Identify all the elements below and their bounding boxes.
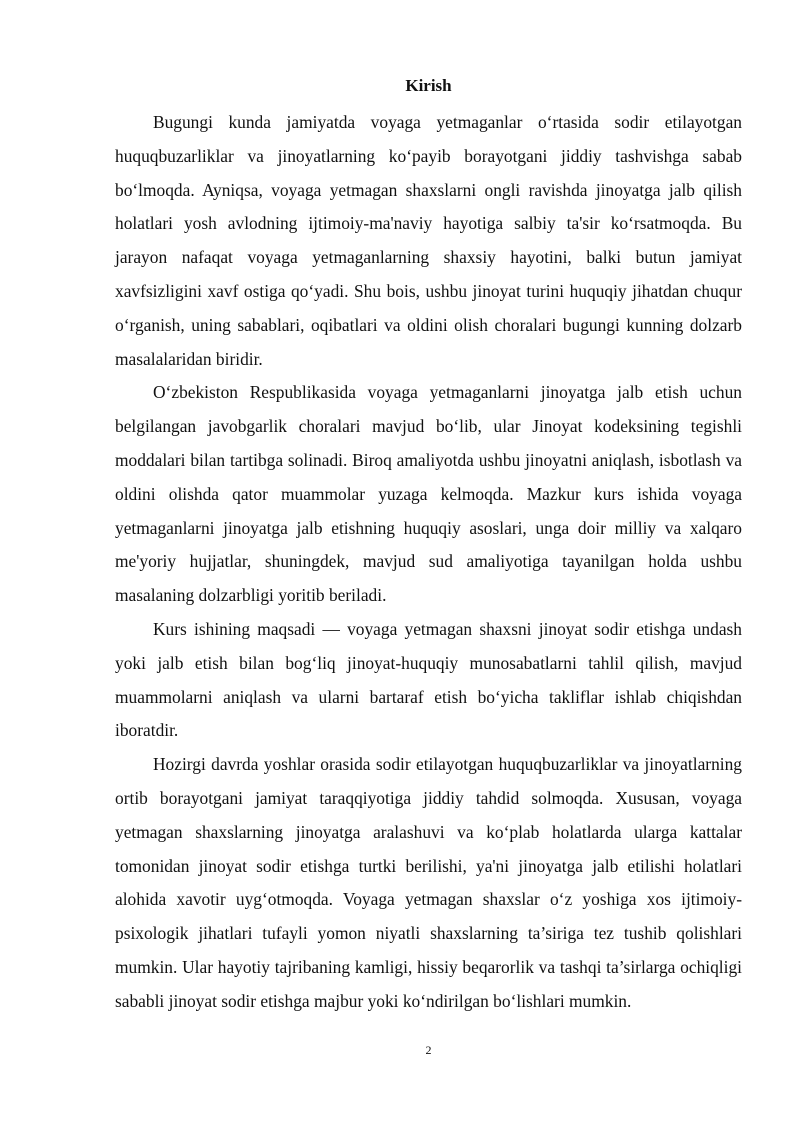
paragraph: Kurs ishining maqsadi — voyaga yetmagan shaxsni jinoyat sodir etishga undash yoki jalb etish bilan bog‘liq jinoyat-huquqiy munosabatlarni tahlil qilish, mavjud muammolarni aniqlash va ularni bartaraf etish bo‘yicha takliflar ishlab chiqishdan iboratdir. [115, 618, 742, 741]
section-title: Kirish [405, 76, 452, 95]
page-number: 2 [425, 1043, 432, 1057]
paragraph: Bugungi kunda jamiyatda voyaga yetmaganlar o‘rtasida sodir etilayotgan huquqbuzarliklar va jinoyatlarning ko‘payib borayotgani jiddiy tashvishga sabab bo‘lmoqda. Ayniqsa, voyaga yetmagan shaxslarni ongli ravishda jinoyatga jalb qilish holatlari yosh avlodning ijtimoiy-ma'naviy hayotiga salbiy ta'sir ko‘rsatmoqda. Bu jarayon nafaqat voyaga yetmaganlarning shaxsiy hayotini, balki butun jamiyat xavfsizligini xavf ostiga qo‘yadi. Shu bois, ushbu jinoyat turini huquqiy jihatdan chuqur o‘rganish, uning sabablari, oqibatlari va oldini olish choralari bugungi kunning dolzarb masalalaridan biridir. [115, 112, 742, 369]
body-text [115, 106, 742, 1019]
paragraph: O‘zbekiston Respublikasida voyaga yetmaganlarni jinoyatga jalb etish uchun belgilangan javobgarlik choralari mavjud bo‘lib, ular Jinoyat kodeksining tegishli moddalari bilan tartibga solinadi. Biroq amaliyotda ushbu jinoyatni aniqlash, isbotlash va oldini olishda qator muammolar yuzaga kelmoqda. Mazkur kurs ishida voyaga yetmaganlarni jinoyatga jalb etishning huquqiy asoslari, unga doir milliy va xalqaro me'yoriy hujjatlar, shuningdek, mavjud sud amaliyotiga tayanilgan holda ushbu masalaning dolzarbligi yoritib beriladi. [115, 382, 742, 606]
paragraph: Hozirgi davrda yoshlar orasida sodir etilayotgan huquqbuzarliklar va jinoyatlarning ortib borayotgani jamiyat taraqqiyotiga jiddiy tahdid solmoqda. Xususan, voyaga yetmagan shaxslarning jinoyatga aralashuvi va ko‘plab holatlarda ularga kattalar tomonidan jinoyat sodir etishga turtki berilishi, ya'ni jinoyatga jalb etilishi holatlari alohida xavotir uyg‘otmoqda. Voyaga yetmagan shaxslar o‘z yoshiga xos ijtimoiy-psixologik jihatlari tufayli yomon niyatli shaxslarning ta’siriga tez tushib qolishlari mumkin. Ular hayotiy tajribaning kamligi, hissiy beqarorlik va tashqi ta’sirlarga ochiqligi sababli jinoyat sodir etishga majbur yoki ko‘ndirilgan bo‘lishlari mumkin. [115, 754, 742, 1011]
